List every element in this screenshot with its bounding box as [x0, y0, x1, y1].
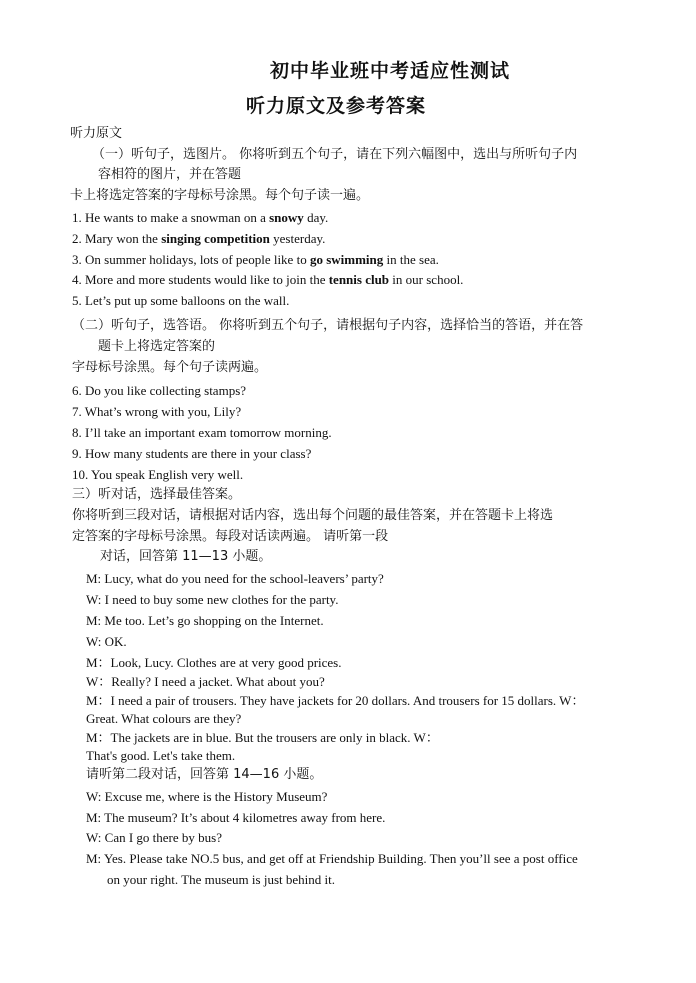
dialog-line: W: I need to buy some new clothes for the party. — [86, 592, 339, 607]
dialog-line: M: Me too. Let’s go shopping on the Internet. — [86, 613, 324, 628]
dialog-line: M: Yes. Please take NO.5 bus, and get off at Friendship Building. Then you’ll see a post office — [86, 851, 578, 866]
section3-instruction-line3: 对话，回答第 11—13 小题。 — [100, 549, 272, 564]
section2-instruction-line3: 字母标号涂黑。每个句子读两遍。 — [72, 360, 268, 375]
section2-instruction-line2: 题卡上将选定答案的 — [98, 339, 216, 354]
dialog-line: M: Lucy, what do you need for the school-leavers’ party? — [86, 571, 384, 586]
document-title: 初中毕业班中考适应性测试 — [270, 61, 511, 82]
section3-instruction-line2: 定答案的字母标号涂黑。每段对话读两遍。 请听第一段 — [72, 529, 389, 544]
dialog-line: W: Excuse me, where is the History Museum? — [86, 789, 328, 804]
section-heading: 听力原文 — [70, 126, 123, 141]
section2-instruction-line1: （二）听句子，选答语。 你将听到五个句子，请根据句子内容，选择恰当的答语，并在答 — [72, 318, 584, 333]
dialog-line: M：Look, Lucy. Clothes are at very good prices. — [86, 655, 342, 670]
dialog-line: M: The museum? It’s about 4 kilometres away from here. — [86, 810, 386, 825]
dialog-line: That's good. Let's take them. — [86, 748, 236, 763]
list-item: 7. What’s wrong with you, Lily? — [72, 404, 242, 419]
section3-heading: 三）听对话，选择最佳答案。 — [72, 487, 242, 502]
dialog-line: W: OK. — [86, 634, 127, 649]
document-subtitle: 听力原文及参考答案 — [246, 96, 427, 117]
section3-part2-intro: 请听第二段对话，回答第 14—16 小题。 — [86, 767, 323, 782]
dialog-line: Great. What colours are they? — [86, 711, 242, 726]
section1-instruction-line3: 卡上将选定答案的字母标号涂黑。每个句子读一遍。 — [70, 188, 370, 203]
dialog-line: on your right. The museum is just behind it. — [107, 872, 335, 887]
list-item: 1. He wants to make a snowman on a snowy day. — [72, 210, 329, 225]
list-item: 5. Let’s put up some balloons on the wall. — [72, 293, 290, 308]
list-item: 2. Mary won the singing competition yesterday. — [72, 231, 326, 246]
list-item: 9. How many students are there in your class? — [72, 446, 312, 461]
section1-instruction-line2: 容相符的图片，并在答题 — [98, 167, 242, 182]
list-item: 8. I’ll take an important exam tomorrow morning. — [72, 425, 332, 440]
list-item: 10. You speak English very well. — [72, 467, 244, 482]
dialog-line: M：The jackets are in blue. But the trousers are only in black. W： — [86, 730, 439, 745]
dialog-line: W: Can I go there by bus? — [86, 830, 222, 845]
dialog-line: M：I need a pair of trousers. They have jackets for 20 dollars. And trousers for 15 dollars. W： — [86, 693, 585, 708]
section3-instruction-line1: 你将听到三段对话，请根据对话内容，选出每个问题的最佳答案，并在答题卡上将选 — [72, 508, 554, 523]
list-item: 3. On summer holidays, lots of people like to go swimming in the sea. — [72, 252, 439, 267]
list-item: 6. Do you like collecting stamps? — [72, 383, 247, 398]
list-item: 4. More and more students would like to join the tennis club in our school. — [72, 272, 464, 287]
dialog-line: W：Really? I need a jacket. What about you? — [86, 674, 325, 689]
section1-instruction-line1: （一）听句子，选图片。 你将听到五个句子，请在下列六幅图中，选出与所听句子内 — [92, 147, 578, 162]
